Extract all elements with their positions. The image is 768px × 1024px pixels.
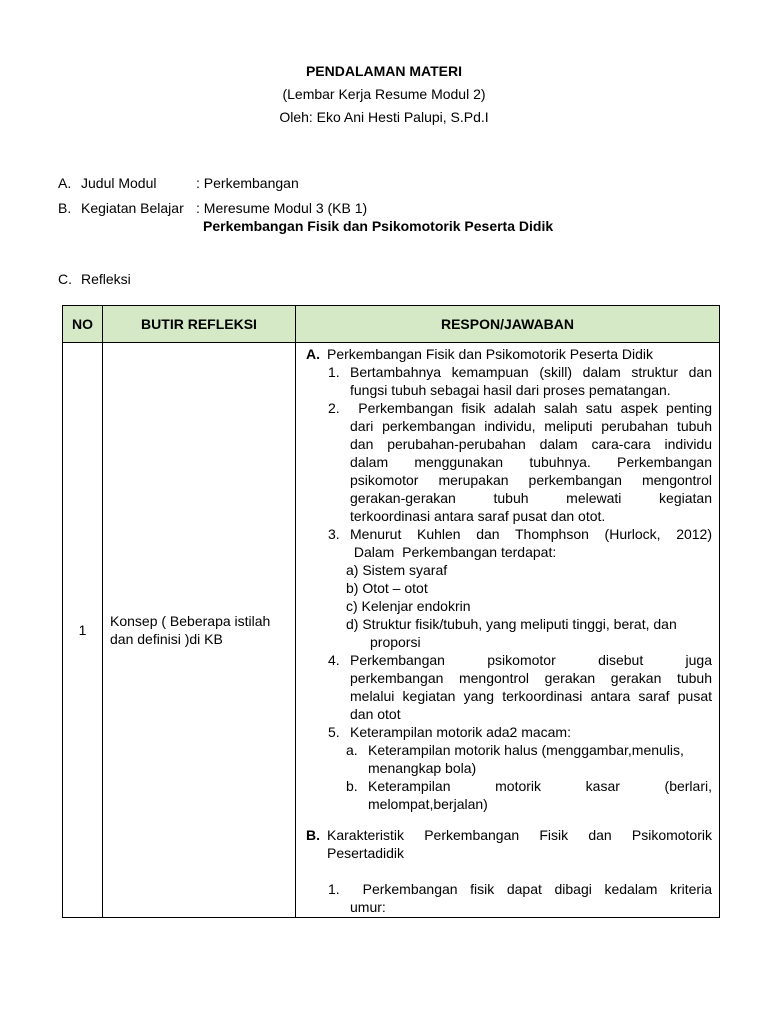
item-text: dalam menggunakan tubuhnya. Perkembangan <box>350 454 712 470</box>
section-b-title: Karakteristik Perkembangan Fisik dan Psikomotorik <box>327 827 712 843</box>
meta-b-label: Kegiatan Belajar <box>81 200 184 216</box>
item-text: terkoordinasi antara saraf pusat dan otot. <box>350 508 606 524</box>
sub-item: Keterampilan motorik kasar (berlari, <box>368 778 712 794</box>
item-number: 1. <box>328 881 340 897</box>
item-text: fungsi tubuh sebagai hasil dari proses pematangan. <box>350 382 671 398</box>
item-text: umur: <box>350 899 386 915</box>
item-text: Perkembangan fisik dapat dibagi kedalam kriteria <box>350 881 712 897</box>
item-text: melalui kegiatan yang terkoordinasi antara saraf pusat <box>350 688 712 704</box>
item-text: Bertambahnya kemampuan (skill) dalam struktur dan <box>350 364 712 380</box>
row-response <box>296 343 720 918</box>
sub-item: c) Kelenjar endokrin <box>346 598 471 614</box>
sub-item-letter: b. <box>346 778 358 794</box>
item-text: dan otot <box>350 706 401 722</box>
butir-line: Konsep ( Beberapa istilah <box>110 613 271 629</box>
header-respon: RESPON/JAWABAN <box>296 306 720 343</box>
sub-item: a) Sistem syaraf <box>346 562 448 578</box>
table-row <box>63 343 720 918</box>
item-text: Menurut Kuhlen dan Thomphson (Hurlock, 2012) <box>350 526 712 542</box>
item-text: Keterampilan motorik ada2 macam: <box>350 724 571 740</box>
document-title: PENDALAMAN MATERI <box>305 63 463 79</box>
sub-item: melompat,berjalan) <box>368 796 488 812</box>
sub-item: menangkap bola) <box>368 760 477 776</box>
item-number: 5. <box>328 724 340 740</box>
sub-item: d) Struktur fisik/tubuh, yang meliputi tinggi, berat, dan <box>346 616 677 632</box>
meta-b-value: : Meresume Modul 3 (KB 1) <box>196 200 368 216</box>
section-a-letter: A. <box>306 346 320 362</box>
document-author: Oleh: Eko Ani Hesti Palupi, S.Pd.I <box>279 109 489 125</box>
item-text: dan perubahan-perubahan dalam cara-cara individu <box>350 436 712 452</box>
item-text: gerakan-gerakan tubuh melewati kegiatan <box>350 490 712 506</box>
item-text: Perkembangan psikomotor disebut juga <box>350 652 712 668</box>
item-text: Perkembangan fisik adalah salah satu aspek penting <box>350 400 712 416</box>
item-text: perkembangan mengontrol gerakan gerakan tubuh <box>350 670 712 686</box>
table-header-row <box>63 306 720 343</box>
meta-a-value: : Perkembangan <box>196 175 299 191</box>
document-subtitle: (Lembar Kerja Resume Modul 2) <box>282 86 486 102</box>
meta-b-letter: B. <box>58 200 72 216</box>
section-a-title: Perkembangan Fisik dan Psikomotorik Peserta Didik <box>327 346 654 362</box>
meta-a-letter: A. <box>58 175 72 191</box>
section-b-letter: B. <box>306 827 320 843</box>
item-number: 2. <box>328 400 340 416</box>
item-text: dari perkembangan individu, meliputi perubahan tubuh <box>350 418 712 434</box>
header-no: NO <box>63 306 103 343</box>
row-butir <box>103 343 296 918</box>
meta-c-label: Refleksi <box>81 271 131 287</box>
sub-item-letter: a. <box>346 742 358 758</box>
item-number: 3. <box>328 526 340 542</box>
sub-item: b) Otot – otot <box>346 580 428 596</box>
butir-line: dan definisi )di KB <box>110 631 223 647</box>
item-number: 4. <box>328 652 340 668</box>
meta-a-label: Judul Modul <box>81 175 157 191</box>
meta-b-subtitle: Perkembangan Fisik dan Psikomotorik Peserta Didik <box>203 218 554 234</box>
row-number: 1 <box>63 343 103 918</box>
item-text: psikomotor merupakan perkembangan mengontrol <box>350 472 712 488</box>
section-b-title: Pesertadidik <box>327 845 405 861</box>
sub-item: Keterampilan motorik halus (menggambar,menulis, <box>368 742 684 758</box>
meta-c-letter: C. <box>58 271 72 287</box>
reflection-table <box>62 305 720 918</box>
item-text: Dalam Perkembangan terdapat: <box>350 544 557 560</box>
header-butir: BUTIR REFLEKSI <box>103 306 296 343</box>
item-number: 1. <box>328 364 340 380</box>
sub-item: proporsi <box>370 634 421 650</box>
